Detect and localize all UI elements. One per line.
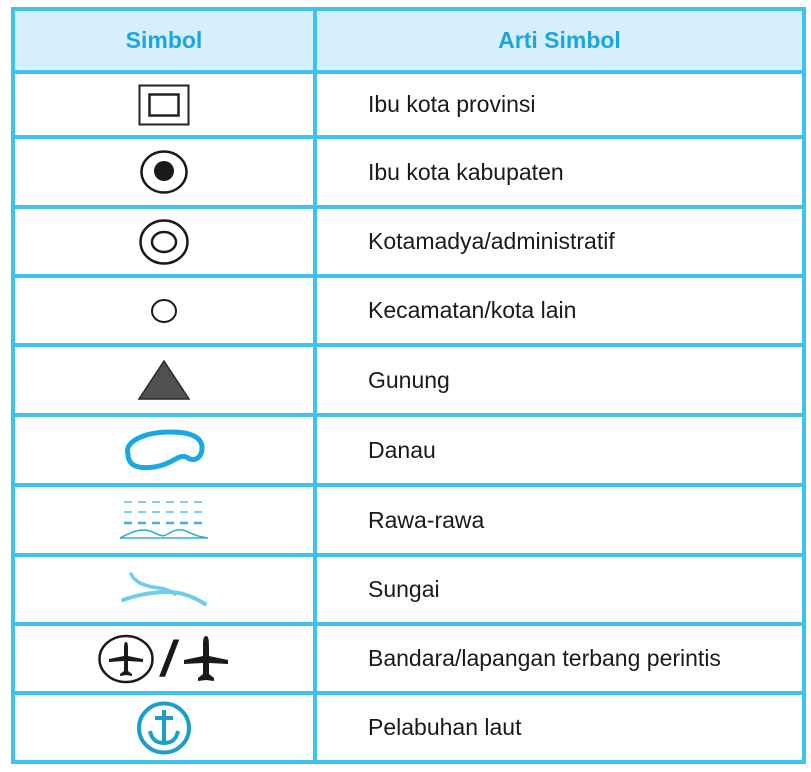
airport-circled-icon	[97, 634, 155, 684]
table-row	[15, 622, 802, 691]
table-row	[15, 135, 802, 205]
table-header	[15, 11, 802, 70]
table-row	[15, 483, 802, 553]
row-label: Rawa-rawa	[368, 506, 485, 533]
row-label: Ibu kota kabupaten	[368, 158, 564, 185]
table-row	[15, 274, 802, 343]
triangle-mountain-icon	[137, 359, 191, 401]
row-label: Bandara/lapangan terbang perintis	[368, 645, 721, 671]
table-row	[15, 691, 802, 760]
row-label: Pelabuhan laut	[368, 714, 522, 740]
lake-outline-icon	[122, 428, 206, 472]
table-row	[15, 70, 802, 135]
circle-with-dot-icon	[139, 149, 189, 195]
row-label: Kecamatan/kota lain	[368, 297, 577, 323]
row-label: Sungai	[368, 576, 440, 602]
row-label: Gunung	[368, 366, 450, 393]
header-meaning: Arti Simbol	[498, 27, 621, 53]
double-circle-icon	[138, 218, 190, 266]
small-circle-icon	[150, 298, 178, 324]
header-symbol: Simbol	[125, 27, 203, 53]
airstrip-plane-icon	[181, 634, 231, 684]
double-square-icon	[138, 84, 190, 126]
anchor-icon	[136, 701, 192, 755]
row-label: Ibu kota provinsi	[368, 91, 536, 117]
map-legend-table	[11, 7, 806, 764]
table-row	[15, 413, 802, 483]
column-divider	[313, 11, 317, 760]
river-icon	[119, 570, 209, 610]
swamp-icon	[118, 498, 210, 542]
table-row	[15, 205, 802, 274]
table-row	[15, 553, 802, 622]
row-label: Kotamadya/administratif	[368, 228, 615, 254]
table-row	[15, 343, 802, 413]
row-label: Danau	[368, 436, 436, 463]
separator-slash: /	[161, 630, 175, 687]
